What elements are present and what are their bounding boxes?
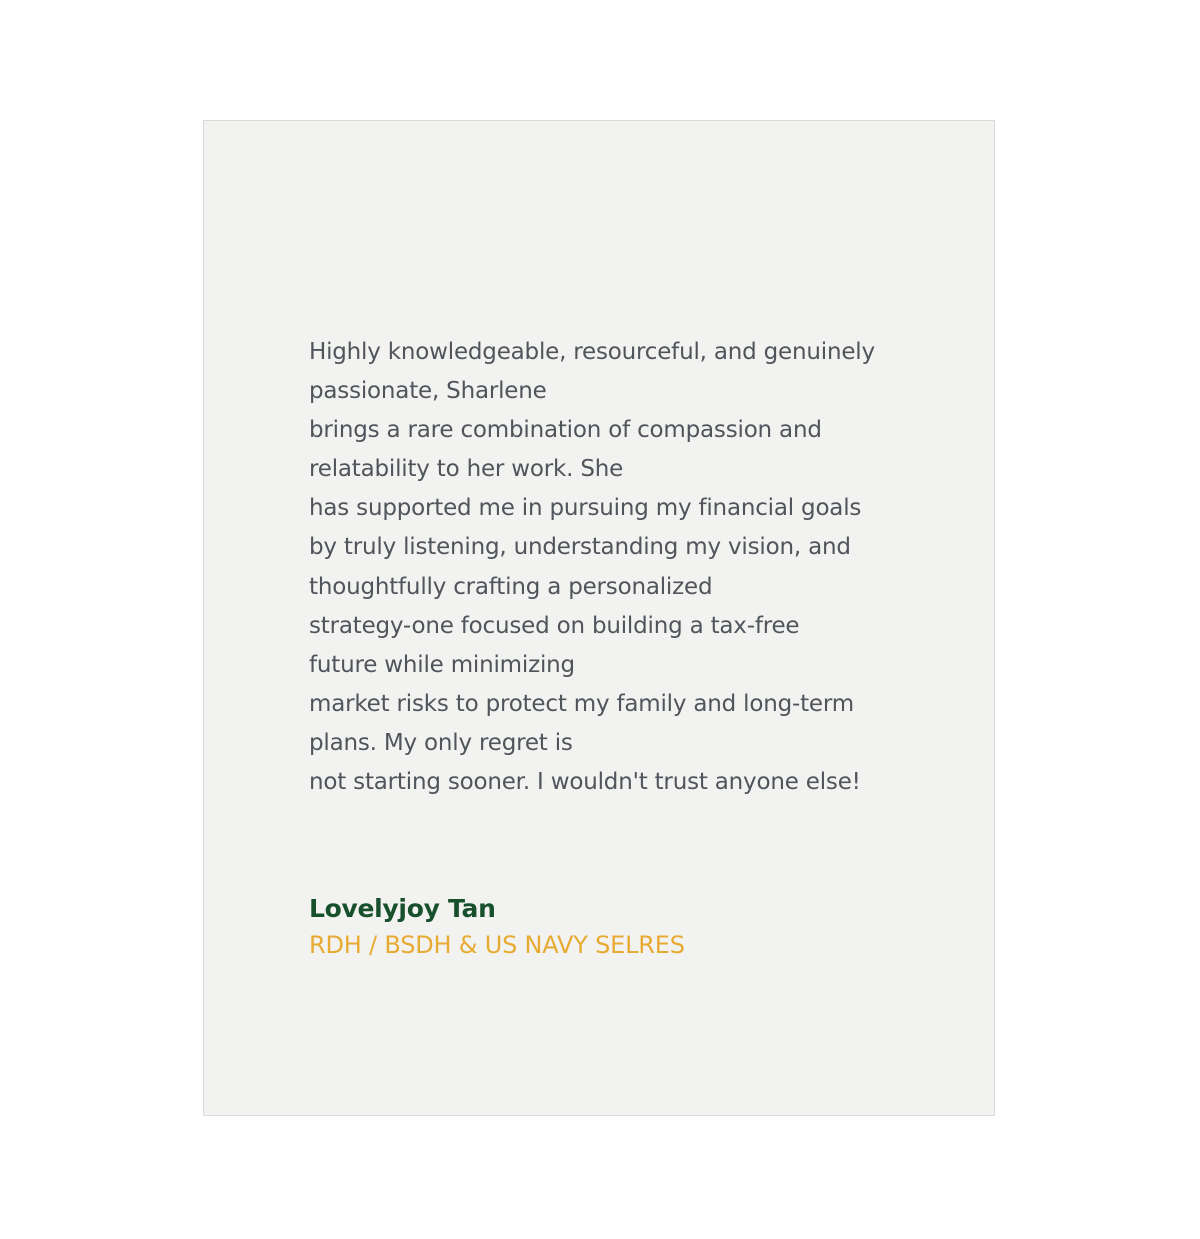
testimonial-card bbox=[203, 120, 995, 1116]
quote-line: by truly listening, understanding my vision, and bbox=[309, 534, 851, 561]
quote-line: thoughtfully crafting a personalized bbox=[309, 573, 713, 600]
quote-line: has supported me in pursuing my financial goals bbox=[309, 495, 862, 522]
quote-line: strategy-one focused on building a tax-free bbox=[309, 612, 800, 639]
testimonial-quote bbox=[309, 333, 909, 802]
quote-line: plans. My only regret is bbox=[309, 729, 573, 756]
quote-line: future while minimizing bbox=[309, 651, 575, 678]
quote-line: passionate, Sharlene bbox=[309, 378, 547, 405]
testimonial-author bbox=[309, 892, 909, 964]
quote-line: not starting sooner. I wouldn't trust anyone else! bbox=[309, 769, 861, 796]
author-name: Lovelyjoy Tan bbox=[309, 894, 496, 923]
author-title: RDH / BSDH & US NAVY SELRES bbox=[309, 931, 685, 959]
quote-line: Highly knowledgeable, resourceful, and genuinely bbox=[309, 339, 875, 365]
quote-line: relatability to her work. She bbox=[309, 456, 624, 483]
quote-line: brings a rare combination of compassion and bbox=[309, 417, 822, 444]
quote-line: market risks to protect my family and long-term bbox=[309, 690, 854, 717]
